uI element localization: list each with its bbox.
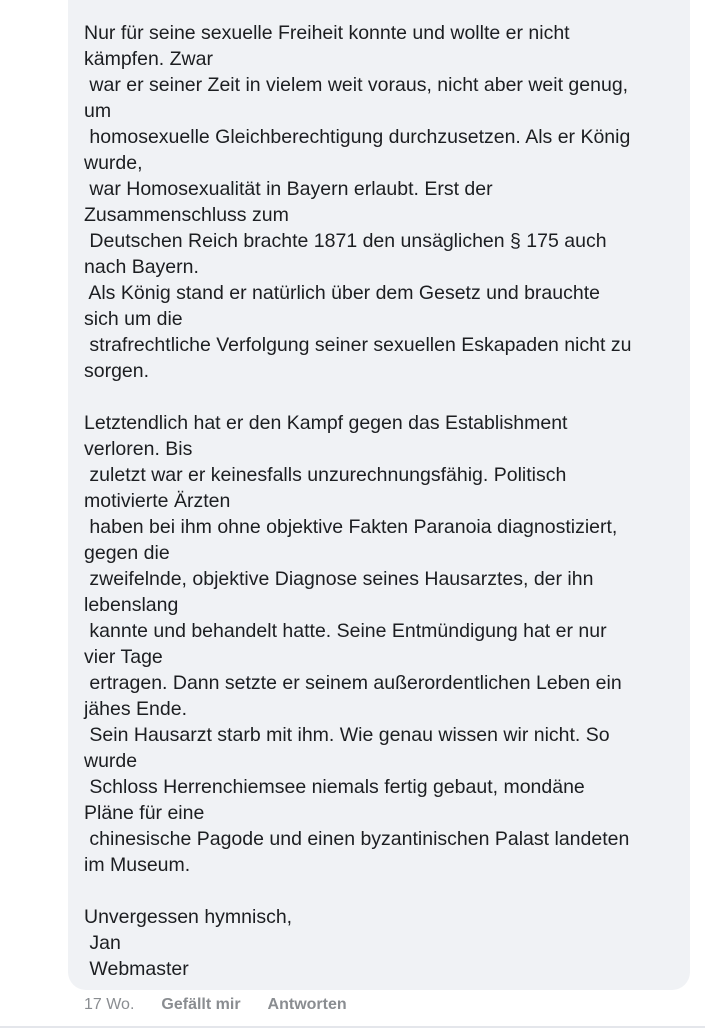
like-button[interactable]: Gefällt mir <box>161 996 241 1013</box>
comment-text: Nur für seine sexuelle Freiheit konnte und wollte er nicht kämpfen. Zwar war er seiner Zeit in vielem weit voraus, nicht aber weit genug, um homosexuelle Gleichberechtigung durchzusetzen. Als er König wurde, war Homosexualität in Bayern erlaubt. Erst der Zusammenschluss zum Deutschen Reich brachte 1871 den unsäglichen § 175 auch nach Bayern. Als König stand er natürlich über dem Gesetz und brauchte sich um die strafrechtliche Verfolgung seiner sexuellen Eskapaden nicht zu sorgen. Letztendlich hat er den Kampf gegen das Establishment verloren. Bis zuletzt war er keinesfalls unzurechnungsfähig. Politisch motivierte Ärzten haben bei ihm ohne objektive Fakten Paranoia diagnostiziert, gegen die zweifelnde, objektive Diagnose seines Hausarztes, der ihn lebenslang kannte und behandelt hatte. Seine Entmündigung hat er nur vier Tage ertragen. Dann setzte er seinem außerordentlichen Leben ein jähes Ende. Sein Hausarzt starb mit ihm. Wie genau wissen wir nicht. So wurde Schloss Herrenchiemsee niemals fertig gebaut, mondäne Pläne für eine chinesische Pagode und einen byzantinischen Palast landeten im Museum. Unvergessen hymnisch, Jan Webmaster <box>84 22 632 980</box>
divider <box>0 1026 705 1028</box>
reply-button[interactable]: Antworten <box>267 996 347 1013</box>
comment-actions <box>84 994 374 1016</box>
comment-timestamp[interactable]: 17 Wo. <box>84 996 135 1013</box>
